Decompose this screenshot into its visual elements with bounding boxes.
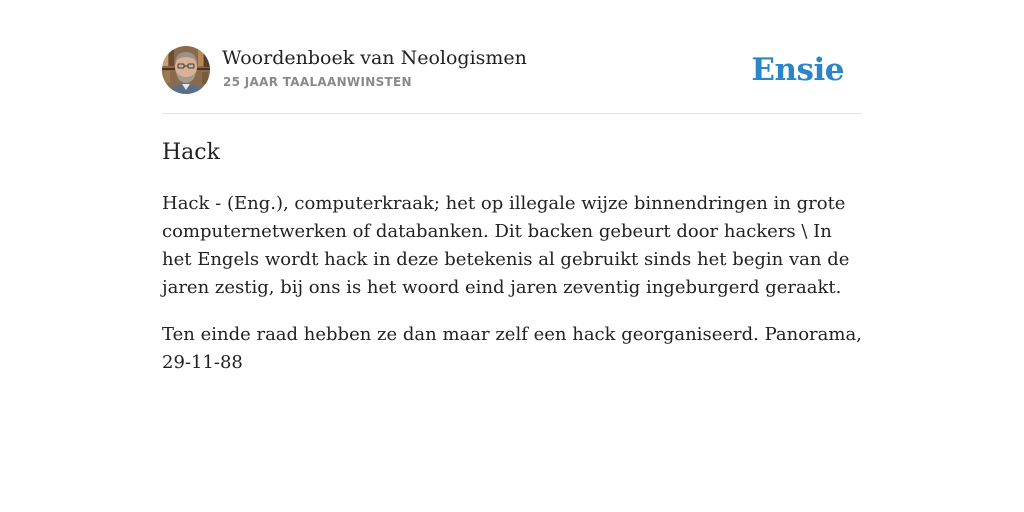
author-subtitle: 25 JAAR TAALAANWINSTEN <box>223 75 412 89</box>
author-name[interactable]: Woordenboek van Neologismen <box>222 47 527 69</box>
author-avatar[interactable] <box>162 46 210 94</box>
author-portrait-icon <box>162 46 210 94</box>
header <box>162 46 862 96</box>
entry-body <box>162 190 862 396</box>
entry-paragraph: Ten einde raad hebben ze dan maar zelf een hack georganiseerd. Panorama, 29-11-88 <box>162 324 862 373</box>
entry-title: Hack <box>162 140 220 165</box>
entry-card <box>162 0 862 512</box>
brand-logo[interactable]: Ensie <box>751 52 844 88</box>
divider <box>162 113 862 114</box>
entry-paragraph: Hack - (Eng.), computerkraak; het op illegale wijze binnendringen in grote computernetwerken of databanken. Dit backen gebeurt door hackers \ In het Engels wordt hack in deze betekenis al gebruikt sinds het begin van de jaren zestig, bij ons is het woord eind jaren zeventig ingeburgerd geraakt. <box>162 193 850 298</box>
